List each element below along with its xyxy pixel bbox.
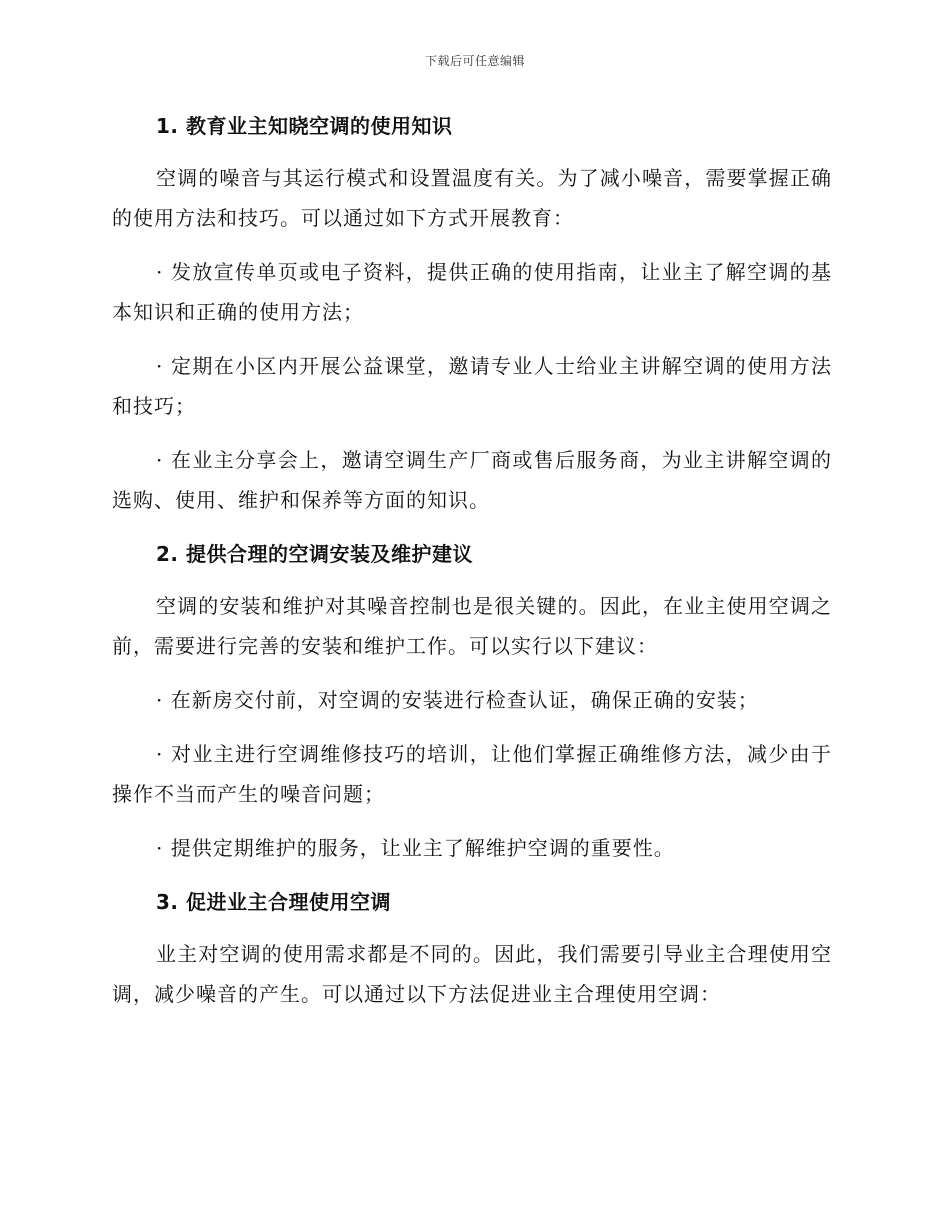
section-3-intro: 业主对空调的使用需求都是不同的。因此，我们需要引导业主合理使用空调，减少噪音的产生。可以通过以下方法促进业主合理使用空调： [112, 942, 832, 1006]
section-heading-1: 1. 教育业主知晓空调的使用知识 [156, 114, 453, 138]
section-1-bullet-1: · 发放宣传单页或电子资料，提供正确的使用指南，让业主了解空调的基本知识和正确的使用方法； [112, 260, 832, 324]
section-2-bullet-1: · 在新房交付前，对空调的安装进行检查认证，确保正确的安装； [156, 688, 759, 712]
section-1-bullet-2: · 定期在小区内开展公益课堂，邀请专业人士给业主讲解空调的使用方法和技巧； [112, 354, 832, 418]
section-2-intro: 空调的安装和维护对其噪音控制也是很关键的。因此，在业主使用空调之前，需要进行完善的安装和维护工作。可以实行以下建议： [112, 594, 832, 658]
section-2-bullet-2: · 对业主进行空调维修技巧的培训，让他们掌握正确维修方法，减少由于操作不当而产生的噪音问题； [112, 742, 832, 806]
section-2-bullet-3: · 提供定期维护的服务，让业主了解维护空调的重要性。 [156, 836, 675, 860]
section-heading-2: 2. 提供合理的空调安装及维护建议 [156, 542, 473, 566]
section-1-intro: 空调的噪音与其运行模式和设置温度有关。为了减小噪音，需要掌握正确的使用方法和技巧。可以通过如下方式开展教育： [112, 166, 832, 230]
document-body [112, 106, 832, 1028]
page-header: 下载后可任意编辑 [424, 54, 525, 68]
section-1-bullet-3: · 在业主分享会上，邀请空调生产厂商或售后服务商，为业主讲解空调的选购、使用、维护和保养等方面的知识。 [112, 448, 832, 512]
section-heading-3: 3. 促进业主合理使用空调 [156, 890, 391, 914]
